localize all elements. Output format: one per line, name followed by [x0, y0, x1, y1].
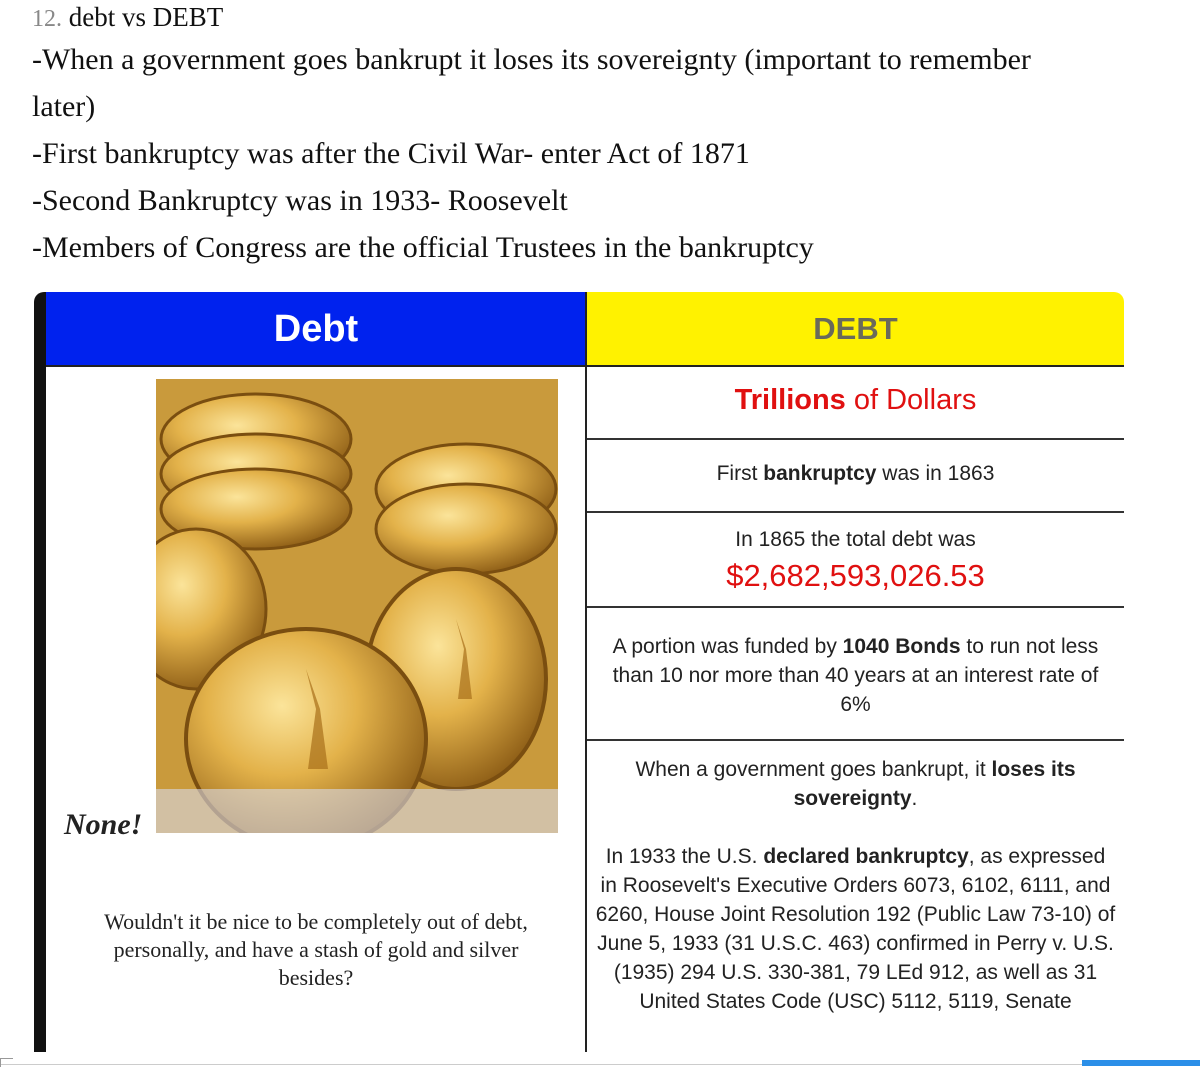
row-divider [587, 739, 1124, 741]
note-line: later) [32, 90, 96, 123]
row-divider [587, 606, 1124, 608]
bonds-cell [587, 632, 1124, 719]
bottom-divider [0, 1064, 1200, 1065]
note-line: -First bankruptcy was after the Civil War- enter Act of 1871 [32, 137, 750, 170]
note-number: 12. [32, 6, 62, 32]
decl-pre: In 1933 the U.S. [605, 845, 764, 868]
trillions-cell [587, 384, 1124, 417]
debt-header-right: DEBT [587, 292, 1124, 366]
first-post: was in 1863 [876, 462, 995, 485]
gold-coins-illustration [156, 379, 558, 833]
first-pre: First [716, 462, 764, 485]
row-divider [587, 511, 1124, 513]
none-label: None! [64, 808, 143, 841]
scroll-indicator[interactable] [1082, 1060, 1200, 1066]
first-bankruptcy-cell [587, 462, 1124, 486]
declared-bankruptcy-cell [587, 842, 1124, 1016]
sov-pre: When a government goes bankrupt, it [635, 758, 992, 781]
notes-block [32, 0, 1182, 271]
first-bold: bankruptcy [763, 462, 877, 485]
header-divider [46, 365, 1124, 367]
debt-intro: In 1865 the total debt was [735, 528, 976, 551]
trillions-rest: of Dollars [845, 384, 977, 416]
trillions-word: Trillions [734, 384, 846, 416]
debt-header-left: Debt [46, 292, 586, 366]
bonds-bold: 1040 Bonds [842, 635, 961, 658]
bonds-pre: A portion was funded by [612, 635, 843, 658]
note-line: -Second Bankruptcy was in 1933- Roosevelt [32, 184, 568, 217]
note-title-text: debt vs DEBT [68, 2, 224, 32]
bonds-post: to run not less than 10 nor more than 40 years at an interest rate of 6% [612, 635, 1099, 716]
note-line: -Members of Congress are the official Trustees in the bankruptcy [32, 231, 814, 264]
sov-post: . [911, 787, 918, 810]
note-line: -When a government goes bankrupt it loses its sovereignty (important to remember [32, 43, 1031, 76]
left-caption: Wouldn't it be nice to be completely out of debt, personally, and have a stash of gold and silver besides? [104, 909, 528, 990]
gold-coins-image [156, 379, 558, 833]
note-title [32, 0, 1182, 36]
sovereignty-cell [587, 755, 1124, 813]
row-divider [587, 438, 1124, 440]
decl-bold: declared bankruptcy [763, 845, 969, 868]
decl-post: , as expressed in Roosevelt's Executive Orders 6073, 6102, 6111, and 6260, House Joint Resolution 192 (Public Law 73-10) of June 5, 1933 (31 U.S.C. 463) confirmed in Perry v. U.S. (1935) 294 U.S. 330-381, 79 LEd 912, as well as 31 United States Code (USC) 5112, 5119, Senate [595, 845, 1116, 1013]
table-left-border [34, 292, 46, 1052]
debt-amount: $2,682,593,026.53 [726, 558, 985, 593]
sov-bold: loses its sovereignty [793, 758, 1076, 810]
